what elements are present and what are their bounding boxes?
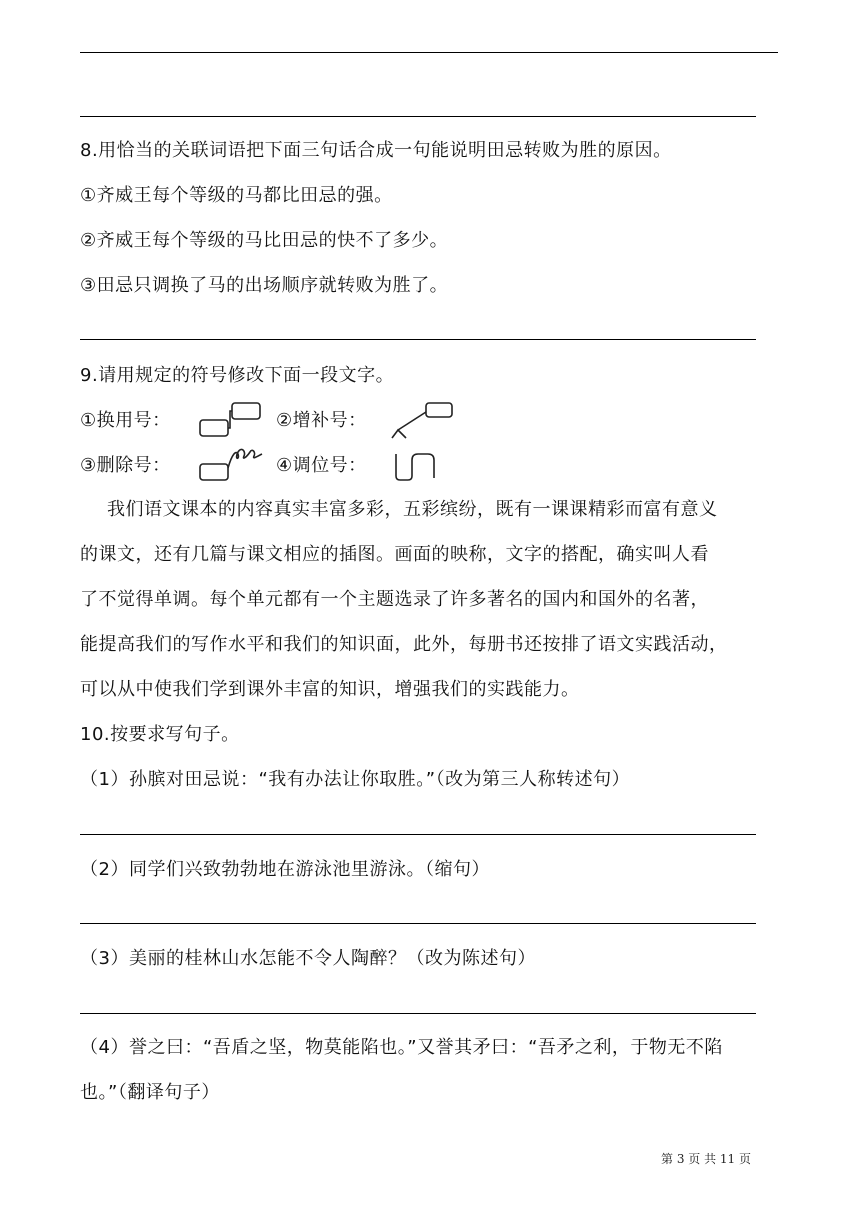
insert-mark-icon [390, 400, 460, 442]
question-10-item-1: （1）孙膑对田忌说：“我有办法让你取胜。”（改为第三人称转述句） [80, 769, 631, 790]
answer-line [80, 1013, 756, 1014]
delete-mark-icon [196, 444, 266, 484]
answer-line [80, 116, 756, 117]
passage-line-3: 了不觉得单调。每个单元都有一个主题选录了许多著名的国内和国外的名著， [80, 589, 709, 610]
question-10-item-4-line-2: 也。”（翻译句子） [80, 1082, 220, 1103]
question-8-sentence-2: ②齐威王每个等级的马比田忌的快不了多少。 [80, 230, 449, 251]
insert-mark-label: ②增补号： [276, 410, 367, 431]
replace-mark-label: ①换用号： [80, 410, 171, 431]
answer-line [80, 834, 756, 835]
answer-line [80, 52, 778, 53]
passage-line-2: 的课文，还有几篇与课文相应的插图。画面的映称，文字的搭配，确实叫人看 [80, 544, 709, 565]
question-10-item-4-line-1: （4）誉之曰：“吾盾之坚，物莫能陷也。”又誉其矛曰：“吾矛之利，于物无不陷 [80, 1037, 723, 1058]
question-10-item-2: （2）同学们兴致勃勃地在游泳池里游泳。（缩句） [80, 859, 490, 880]
replace-mark-icon [196, 400, 266, 440]
answer-line [80, 923, 756, 924]
passage-line-1: 我们语文课本的内容真实丰富多彩，五彩缤纷，既有一课课精彩而富有意义 [107, 499, 718, 520]
question-8-sentence-3: ③田忌只调换了马的出场顺序就转败为胜了。 [80, 275, 449, 296]
question-8-sentence-1: ①齐威王每个等级的马都比田忌的强。 [80, 185, 393, 206]
page-number: 第 3 页 共 11 页 [661, 1152, 751, 1166]
question-10-item-3: （3）美丽的桂林山水怎能不令人陶醉？（改为陈述句） [80, 948, 536, 969]
passage-line-5: 可以从中使我们学到课外丰富的知识，增强我们的实践能力。 [80, 679, 580, 700]
question-8-title: 8.用恰当的关联词语把下面三句话合成一句能说明田忌转败为胜的原因。 [80, 140, 672, 161]
passage-line-4: 能提高我们的写作水平和我们的知识面，此外，每册书还按排了语文实践活动， [80, 634, 728, 655]
question-9-title: 9.请用规定的符号修改下面一段文字。 [80, 365, 395, 386]
reorder-mark-label: ④调位号： [276, 455, 367, 476]
answer-line [80, 339, 756, 340]
delete-mark-label: ③删除号： [80, 455, 171, 476]
question-10-title: 10.按要求写句子。 [80, 724, 240, 745]
reorder-mark-icon [390, 450, 440, 484]
